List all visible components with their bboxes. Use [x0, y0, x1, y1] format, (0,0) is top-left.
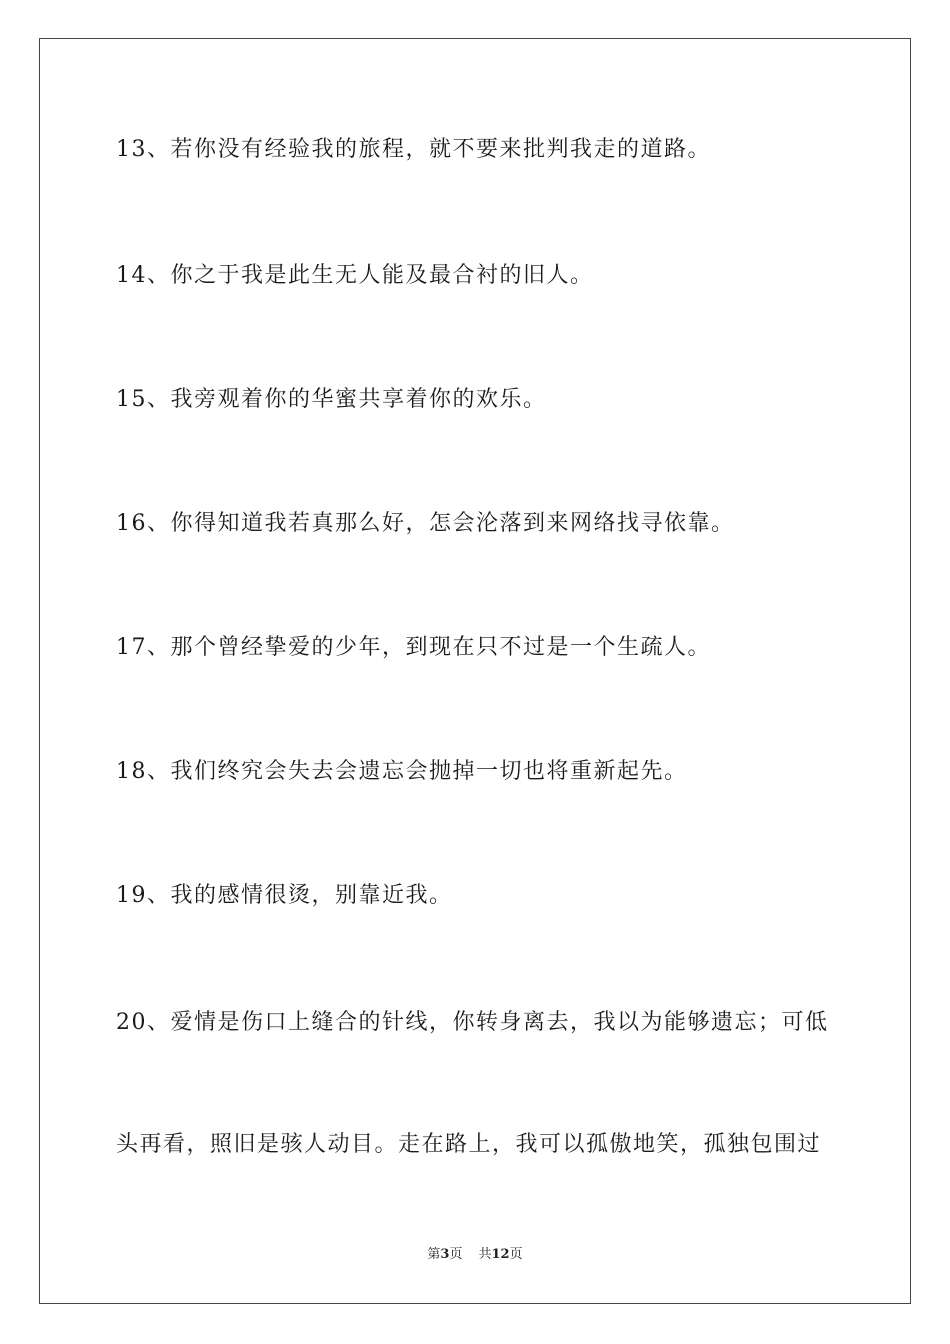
text-line-16: 16、你得知道我若真那么好，怎会沦落到来网络找寻依靠。 [116, 511, 735, 536]
text-line-19: 19、我的感情很烫，别靠近我。 [116, 883, 453, 908]
text-line-20b: 头再看，照旧是骇人动目。走在路上，我可以孤傲地笑，孤独包围过 [116, 1132, 822, 1157]
text-line-20a: 20、爱情是伤口上缝合的针线，你转身离去，我以为能够遗忘；可低 [116, 1010, 829, 1035]
text-line-13: 13、若你没有经验我的旅程，就不要来批判我走的道路。 [116, 137, 711, 162]
text-line-15: 15、我旁观着你的华蜜共享着你的欢乐。 [116, 387, 547, 412]
total-pages: 12 [491, 1247, 510, 1262]
page-number: 3 [440, 1247, 450, 1262]
total-suffix: 页 [509, 1247, 523, 1262]
page-border [39, 38, 911, 1304]
page-suffix: 页 [449, 1247, 463, 1262]
page-footer [0, 1246, 950, 1264]
text-line-18: 18、我们终究会失去会遗忘会抛掉一切也将重新起先。 [116, 759, 688, 784]
total-prefix: 共 [478, 1247, 492, 1262]
text-line-17: 17、那个曾经挚爱的少年，到现在只不过是一个生疏人。 [116, 635, 711, 660]
text-line-14: 14、你之于我是此生无人能及最合衬的旧人。 [116, 263, 594, 288]
page-prefix: 第 [427, 1247, 441, 1262]
